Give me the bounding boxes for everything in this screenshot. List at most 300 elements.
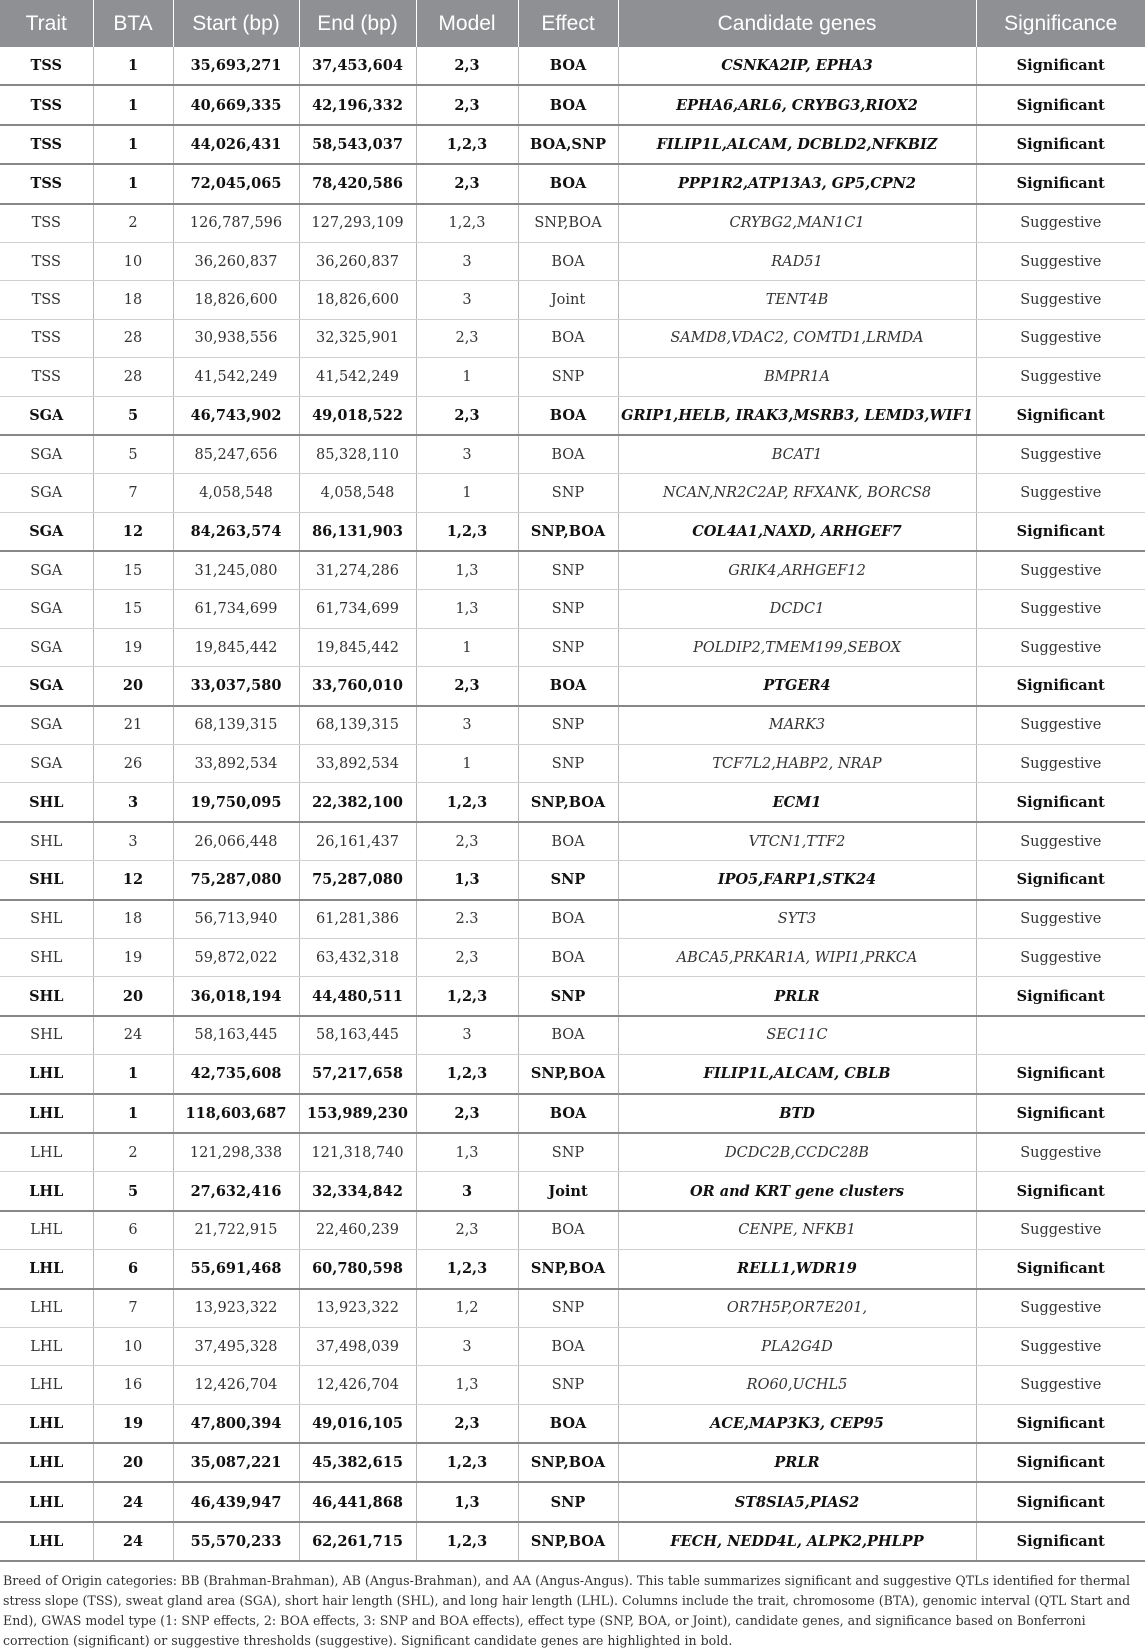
cell-significance: Significant — [976, 1522, 1145, 1561]
cell-effect: BOA — [518, 1016, 618, 1055]
cell-end: 4,058,548 — [299, 474, 416, 512]
cell-genes: SAMD8,VDAC2, COMTD1,LRMDA — [618, 319, 976, 357]
cell-model: 1,3 — [416, 551, 518, 590]
cell-end: 153,989,230 — [299, 1094, 416, 1133]
cell-end: 26,161,437 — [299, 822, 416, 861]
cell-start: 46,439,947 — [173, 1482, 299, 1521]
cell-significance: Significant — [976, 164, 1145, 203]
cell-effect: SNP — [518, 745, 618, 783]
cell-start: 30,938,556 — [173, 319, 299, 357]
cell-genes: PRLR — [618, 1443, 976, 1482]
cell-start: 58,163,445 — [173, 1016, 299, 1055]
cell-significance: Significant — [976, 1482, 1145, 1521]
cell-start: 35,087,221 — [173, 1443, 299, 1482]
cell-genes: GRIK4,ARHGEF12 — [618, 551, 976, 590]
cell-effect: SNP,BOA — [518, 1443, 618, 1482]
table-row — [0, 474, 1145, 512]
cell-significance: Significant — [976, 125, 1145, 164]
cell-bta: 5 — [93, 435, 173, 474]
cell-genes: PRLR — [618, 977, 976, 1016]
cell-bta: 28 — [93, 319, 173, 357]
cell-genes: FECH, NEDD4L, ALPK2,PHLPP — [618, 1522, 976, 1561]
cell-effect: BOA — [518, 164, 618, 203]
cell-effect: BOA — [518, 319, 618, 357]
cell-effect: BOA — [518, 85, 618, 124]
cell-start: 55,691,468 — [173, 1250, 299, 1289]
cell-bta: 18 — [93, 281, 173, 319]
cell-start: 72,045,065 — [173, 164, 299, 203]
cell-significance: Suggestive — [976, 551, 1145, 590]
cell-end: 63,432,318 — [299, 938, 416, 976]
cell-effect: BOA — [518, 242, 618, 280]
cell-end: 58,163,445 — [299, 1016, 416, 1055]
cell-genes: RAD51 — [618, 242, 976, 280]
cell-start: 121,298,338 — [173, 1133, 299, 1172]
cell-end: 68,139,315 — [299, 706, 416, 745]
table-row — [0, 512, 1145, 551]
cell-bta: 12 — [93, 512, 173, 551]
cell-trait: LHL — [0, 1250, 93, 1289]
cell-bta: 21 — [93, 706, 173, 745]
cell-significance: Suggestive — [976, 474, 1145, 512]
cell-model: 1,3 — [416, 1133, 518, 1172]
cell-end: 33,892,534 — [299, 745, 416, 783]
cell-end: 62,261,715 — [299, 1522, 416, 1561]
cell-bta: 15 — [93, 590, 173, 628]
header-end: End (bp) — [299, 0, 416, 47]
cell-end: 36,260,837 — [299, 242, 416, 280]
cell-trait: SGA — [0, 474, 93, 512]
cell-bta: 1 — [93, 125, 173, 164]
cell-bta: 28 — [93, 358, 173, 396]
cell-significance: Suggestive — [976, 745, 1145, 783]
cell-significance: Significant — [976, 861, 1145, 900]
cell-trait: SGA — [0, 706, 93, 745]
cell-bta: 1 — [93, 85, 173, 124]
table-row — [0, 1289, 1145, 1328]
cell-significance — [976, 1016, 1145, 1055]
cell-model: 1,2,3 — [416, 783, 518, 822]
cell-model: 2.3 — [416, 900, 518, 939]
cell-end: 32,325,901 — [299, 319, 416, 357]
cell-end: 41,542,249 — [299, 358, 416, 396]
cell-bta: 19 — [93, 938, 173, 976]
table-row — [0, 358, 1145, 396]
table-row — [0, 204, 1145, 243]
cell-start: 35,693,271 — [173, 47, 299, 85]
cell-effect: SNP — [518, 358, 618, 396]
cell-trait: TSS — [0, 281, 93, 319]
cell-model: 1,2 — [416, 1289, 518, 1328]
cell-bta: 12 — [93, 861, 173, 900]
cell-model: 2,3 — [416, 396, 518, 435]
cell-trait: LHL — [0, 1327, 93, 1365]
cell-genes: RO60,UCHL5 — [618, 1366, 976, 1404]
cell-effect: SNP,BOA — [518, 512, 618, 551]
cell-trait: TSS — [0, 125, 93, 164]
cell-genes: EPHA6,ARL6, CRYBG3,RIOX2 — [618, 85, 976, 124]
cell-effect: SNP — [518, 977, 618, 1016]
table-row — [0, 125, 1145, 164]
cell-model: 1 — [416, 628, 518, 666]
cell-bta: 7 — [93, 474, 173, 512]
cell-trait: LHL — [0, 1094, 93, 1133]
table-row — [0, 822, 1145, 861]
table-row — [0, 242, 1145, 280]
cell-trait: TSS — [0, 164, 93, 203]
table-row — [0, 1016, 1145, 1055]
cell-significance: Suggestive — [976, 1133, 1145, 1172]
table-row — [0, 900, 1145, 939]
cell-model: 2,3 — [416, 164, 518, 203]
cell-effect: SNP,BOA — [518, 1250, 618, 1289]
cell-model: 1,3 — [416, 1366, 518, 1404]
cell-start: 40,669,335 — [173, 85, 299, 124]
cell-bta: 19 — [93, 628, 173, 666]
table-row — [0, 1250, 1145, 1289]
cell-bta: 5 — [93, 1172, 173, 1211]
cell-end: 57,217,658 — [299, 1055, 416, 1094]
table-row — [0, 1327, 1145, 1365]
cell-trait: LHL — [0, 1289, 93, 1328]
cell-bta: 1 — [93, 47, 173, 85]
cell-start: 75,287,080 — [173, 861, 299, 900]
cell-model: 3 — [416, 281, 518, 319]
cell-end: 37,498,039 — [299, 1327, 416, 1365]
cell-bta: 16 — [93, 1366, 173, 1404]
cell-start: 36,018,194 — [173, 977, 299, 1016]
table-row — [0, 745, 1145, 783]
cell-genes: PPP1R2,ATP13A3, GP5,CPN2 — [618, 164, 976, 203]
cell-trait: TSS — [0, 242, 93, 280]
cell-end: 18,826,600 — [299, 281, 416, 319]
cell-genes: GRIP1,HELB, IRAK3,MSRB3, LEMD3,WIF1 — [618, 396, 976, 435]
cell-start: 46,743,902 — [173, 396, 299, 435]
table-row — [0, 435, 1145, 474]
cell-end: 37,453,604 — [299, 47, 416, 85]
table-row — [0, 706, 1145, 745]
cell-genes: TENT4B — [618, 281, 976, 319]
cell-start: 33,892,534 — [173, 745, 299, 783]
cell-end: 32,334,842 — [299, 1172, 416, 1211]
cell-start: 42,735,608 — [173, 1055, 299, 1094]
cell-end: 46,441,868 — [299, 1482, 416, 1521]
cell-bta: 10 — [93, 1327, 173, 1365]
cell-bta: 24 — [93, 1522, 173, 1561]
cell-start: 26,066,448 — [173, 822, 299, 861]
cell-effect: BOA — [518, 667, 618, 706]
cell-model: 1,3 — [416, 861, 518, 900]
cell-trait: SGA — [0, 628, 93, 666]
cell-genes: PLA2G4D — [618, 1327, 976, 1365]
cell-start: 68,139,315 — [173, 706, 299, 745]
cell-end: 86,131,903 — [299, 512, 416, 551]
cell-model: 1 — [416, 358, 518, 396]
cell-bta: 26 — [93, 745, 173, 783]
table-row — [0, 1172, 1145, 1211]
table-row — [0, 667, 1145, 706]
cell-trait: SGA — [0, 551, 93, 590]
cell-effect: BOA — [518, 1211, 618, 1250]
cell-trait: TSS — [0, 358, 93, 396]
cell-trait: SHL — [0, 822, 93, 861]
table-row — [0, 551, 1145, 590]
cell-effect: BOA — [518, 822, 618, 861]
cell-genes: OR7H5P,OR7E201, — [618, 1289, 976, 1328]
cell-effect: SNP — [518, 1482, 618, 1521]
cell-significance: Suggestive — [976, 1289, 1145, 1328]
cell-bta: 6 — [93, 1211, 173, 1250]
cell-start: 126,787,596 — [173, 204, 299, 243]
table-row — [0, 1443, 1145, 1482]
cell-genes: BMPR1A — [618, 358, 976, 396]
cell-start: 118,603,687 — [173, 1094, 299, 1133]
cell-start: 56,713,940 — [173, 900, 299, 939]
cell-genes: FILIP1L,ALCAM, DCBLD2,NFKBIZ — [618, 125, 976, 164]
cell-significance: Suggestive — [976, 900, 1145, 939]
cell-bta: 3 — [93, 822, 173, 861]
cell-trait: SGA — [0, 590, 93, 628]
cell-start: 41,542,249 — [173, 358, 299, 396]
table-row — [0, 1404, 1145, 1443]
table-row — [0, 1133, 1145, 1172]
cell-end: 45,382,615 — [299, 1443, 416, 1482]
cell-trait: LHL — [0, 1522, 93, 1561]
cell-significance: Significant — [976, 1055, 1145, 1094]
cell-significance: Significant — [976, 512, 1145, 551]
cell-model: 2,3 — [416, 319, 518, 357]
cell-trait: SHL — [0, 1016, 93, 1055]
cell-start: 18,826,600 — [173, 281, 299, 319]
cell-bta: 3 — [93, 783, 173, 822]
cell-model: 3 — [416, 1172, 518, 1211]
cell-trait: LHL — [0, 1443, 93, 1482]
table-row — [0, 977, 1145, 1016]
cell-significance: Suggestive — [976, 435, 1145, 474]
cell-bta: 24 — [93, 1482, 173, 1521]
cell-model: 2,3 — [416, 1404, 518, 1443]
cell-significance: Suggestive — [976, 242, 1145, 280]
cell-end: 44,480,511 — [299, 977, 416, 1016]
cell-significance: Suggestive — [976, 706, 1145, 745]
cell-model: 1,2,3 — [416, 1443, 518, 1482]
cell-significance: Significant — [976, 977, 1145, 1016]
cell-model: 2,3 — [416, 822, 518, 861]
table-footnote: Breed of Origin categories: BB (Brahman-Brahman), AB (Angus-Brahman), and AA (Angus-Angus). This table summarizes significant and suggestive QTLs identified for thermal stress slope (TSS), sweat gland area (SGA), short hair length (SHL), and long hair length (LHL). Columns include the trait, chromosome (BTA), genomic interval (QTL Start and End), GWAS model type (1: SNP effects, 2: BOA effects, 3: SNP and BOA effects), effect type (SNP, BOA, or Joint), candidate genes, and significance based on Bonferroni correction (significant) or suggestive thresholds (suggestive). Significant candidate genes are highlighted in bold. — [3, 1573, 1131, 1649]
cell-bta: 2 — [93, 204, 173, 243]
cell-effect: BOA — [518, 435, 618, 474]
cell-significance: Suggestive — [976, 938, 1145, 976]
cell-model: 1,2,3 — [416, 977, 518, 1016]
table-row — [0, 861, 1145, 900]
cell-significance: Suggestive — [976, 1366, 1145, 1404]
cell-significance: Suggestive — [976, 204, 1145, 243]
cell-start: 85,247,656 — [173, 435, 299, 474]
table-row — [0, 396, 1145, 435]
cell-significance: Suggestive — [976, 358, 1145, 396]
cell-model: 1,3 — [416, 1482, 518, 1521]
cell-trait: LHL — [0, 1404, 93, 1443]
cell-trait: TSS — [0, 47, 93, 85]
cell-effect: BOA — [518, 396, 618, 435]
cell-bta: 24 — [93, 1016, 173, 1055]
cell-model: 2,3 — [416, 47, 518, 85]
cell-significance: Significant — [976, 1172, 1145, 1211]
cell-effect: SNP — [518, 1133, 618, 1172]
cell-bta: 1 — [93, 1094, 173, 1133]
cell-start: 55,570,233 — [173, 1522, 299, 1561]
cell-effect: SNP — [518, 1366, 618, 1404]
cell-trait: SHL — [0, 977, 93, 1016]
cell-bta: 10 — [93, 242, 173, 280]
cell-model: 3 — [416, 1016, 518, 1055]
cell-start: 4,058,548 — [173, 474, 299, 512]
cell-start: 59,872,022 — [173, 938, 299, 976]
table-row — [0, 281, 1145, 319]
cell-effect: BOA — [518, 1404, 618, 1443]
cell-bta: 7 — [93, 1289, 173, 1328]
cell-trait: SGA — [0, 745, 93, 783]
cell-genes: IPO5,FARP1,STK24 — [618, 861, 976, 900]
cell-model: 2,3 — [416, 938, 518, 976]
cell-trait: SHL — [0, 900, 93, 939]
table-header — [0, 0, 1145, 47]
table-row — [0, 628, 1145, 666]
cell-model: 1,2,3 — [416, 1055, 518, 1094]
cell-effect: BOA — [518, 47, 618, 85]
cell-trait: TSS — [0, 204, 93, 243]
cell-effect: SNP,BOA — [518, 1522, 618, 1561]
cell-trait: TSS — [0, 85, 93, 124]
header-significance: Significance — [976, 0, 1145, 47]
cell-genes: DCDC2B,CCDC28B — [618, 1133, 976, 1172]
cell-model: 3 — [416, 1327, 518, 1365]
cell-trait: LHL — [0, 1482, 93, 1521]
cell-genes: DCDC1 — [618, 590, 976, 628]
cell-genes: CSNKA2IP, EPHA3 — [618, 47, 976, 85]
cell-genes: POLDIP2,TMEM199,SEBOX — [618, 628, 976, 666]
cell-genes: TCF7L2,HABP2, NRAP — [618, 745, 976, 783]
cell-effect: Joint — [518, 281, 618, 319]
cell-effect: BOA,SNP — [518, 125, 618, 164]
table-row — [0, 164, 1145, 203]
cell-effect: BOA — [518, 900, 618, 939]
cell-bta: 1 — [93, 1055, 173, 1094]
cell-effect: BOA — [518, 938, 618, 976]
cell-significance: Significant — [976, 85, 1145, 124]
cell-bta: 19 — [93, 1404, 173, 1443]
table-row — [0, 319, 1145, 357]
cell-genes: BCAT1 — [618, 435, 976, 474]
cell-end: 121,318,740 — [299, 1133, 416, 1172]
cell-genes: ECM1 — [618, 783, 976, 822]
cell-trait: SGA — [0, 512, 93, 551]
cell-significance: Significant — [976, 396, 1145, 435]
cell-significance: Suggestive — [976, 822, 1145, 861]
cell-significance: Significant — [976, 1443, 1145, 1482]
cell-effect: SNP — [518, 628, 618, 666]
cell-significance: Significant — [976, 1404, 1145, 1443]
cell-model: 2,3 — [416, 85, 518, 124]
table-row — [0, 1366, 1145, 1404]
table-body — [0, 47, 1145, 1561]
cell-model: 1 — [416, 745, 518, 783]
cell-model: 3 — [416, 242, 518, 280]
cell-model: 1,2,3 — [416, 1522, 518, 1561]
cell-effect: BOA — [518, 1094, 618, 1133]
cell-bta: 20 — [93, 977, 173, 1016]
cell-genes: COL4A1,NAXD, ARHGEF7 — [618, 512, 976, 551]
header-candidate-genes: Candidate genes — [618, 0, 976, 47]
cell-start: 19,750,095 — [173, 783, 299, 822]
cell-trait: SHL — [0, 783, 93, 822]
cell-start: 61,734,699 — [173, 590, 299, 628]
header-bta: BTA — [93, 0, 173, 47]
table-row — [0, 1094, 1145, 1133]
cell-model: 2,3 — [416, 667, 518, 706]
cell-start: 47,800,394 — [173, 1404, 299, 1443]
table-row — [0, 783, 1145, 822]
cell-genes: CRYBG2,MAN1C1 — [618, 204, 976, 243]
cell-trait: SHL — [0, 861, 93, 900]
cell-effect: SNP,BOA — [518, 783, 618, 822]
cell-bta: 20 — [93, 1443, 173, 1482]
cell-end: 49,018,522 — [299, 396, 416, 435]
cell-genes: SEC11C — [618, 1016, 976, 1055]
cell-bta: 2 — [93, 1133, 173, 1172]
header-effect: Effect — [518, 0, 618, 47]
cell-end: 61,281,386 — [299, 900, 416, 939]
cell-end: 127,293,109 — [299, 204, 416, 243]
header-start: Start (bp) — [173, 0, 299, 47]
cell-end: 78,420,586 — [299, 164, 416, 203]
cell-start: 84,263,574 — [173, 512, 299, 551]
cell-start: 12,426,704 — [173, 1366, 299, 1404]
cell-start: 13,923,322 — [173, 1289, 299, 1328]
cell-end: 60,780,598 — [299, 1250, 416, 1289]
cell-bta: 18 — [93, 900, 173, 939]
cell-model: 1,3 — [416, 590, 518, 628]
cell-significance: Suggestive — [976, 628, 1145, 666]
cell-effect: SNP — [518, 861, 618, 900]
cell-genes: ACE,MAP3K3, CEP95 — [618, 1404, 976, 1443]
cell-effect: SNP,BOA — [518, 204, 618, 243]
cell-start: 44,026,431 — [173, 125, 299, 164]
cell-model: 3 — [416, 435, 518, 474]
cell-trait: LHL — [0, 1055, 93, 1094]
cell-effect: SNP — [518, 706, 618, 745]
cell-genes: PTGER4 — [618, 667, 976, 706]
cell-trait: LHL — [0, 1211, 93, 1250]
cell-genes: MARK3 — [618, 706, 976, 745]
cell-trait: LHL — [0, 1172, 93, 1211]
cell-end: 22,460,239 — [299, 1211, 416, 1250]
cell-model: 2,3 — [416, 1211, 518, 1250]
table-row — [0, 47, 1145, 85]
table-row — [0, 938, 1145, 976]
cell-end: 42,196,332 — [299, 85, 416, 124]
cell-effect: SNP — [518, 1289, 618, 1328]
cell-end: 75,287,080 — [299, 861, 416, 900]
cell-trait: SGA — [0, 667, 93, 706]
cell-significance: Significant — [976, 783, 1145, 822]
cell-significance: Significant — [976, 1250, 1145, 1289]
cell-significance: Significant — [976, 47, 1145, 85]
cell-genes: ABCA5,PRKAR1A, WIPI1,PRKCA — [618, 938, 976, 976]
cell-genes: FILIP1L,ALCAM, CBLB — [618, 1055, 976, 1094]
cell-bta: 1 — [93, 164, 173, 203]
cell-bta: 6 — [93, 1250, 173, 1289]
